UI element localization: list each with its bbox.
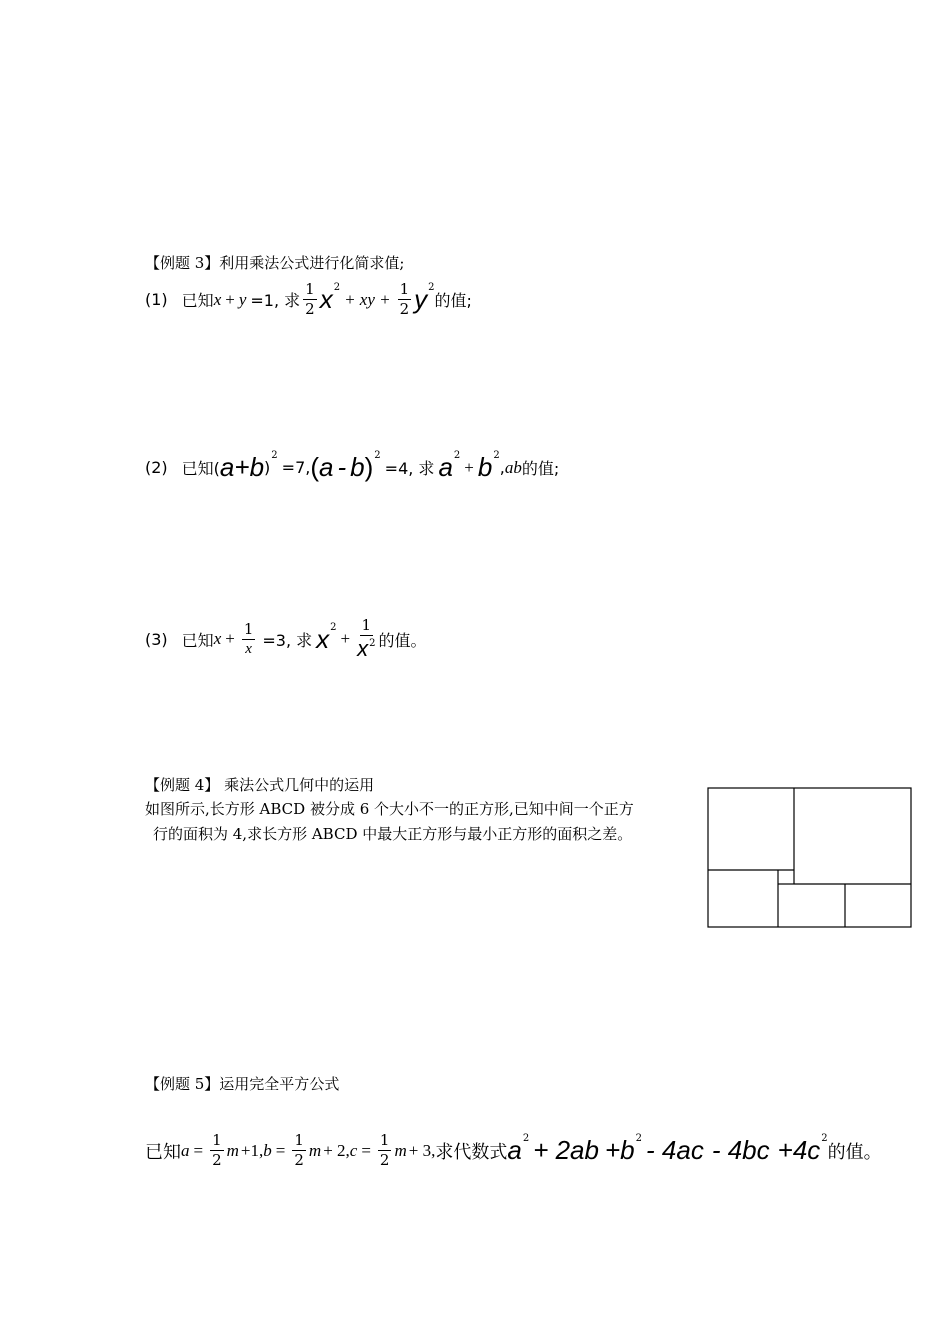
exponent: 2: [522, 1133, 530, 1144]
term: +1,: [240, 1140, 264, 1160]
fraction: [303, 282, 317, 317]
exponent: 2: [821, 1133, 828, 1144]
equals-text: =4, 求: [384, 459, 435, 478]
part-label: (1): [145, 290, 168, 309]
var-ab: ab: [504, 457, 522, 477]
var-y: y: [238, 289, 247, 309]
suffix-text: 的值;: [521, 459, 560, 478]
example-5-heading: 【例题 5】运用完全平方公式: [145, 1075, 340, 1093]
example-3-part-2: [145, 452, 559, 483]
fraction: [292, 1133, 306, 1168]
exponent: 2: [333, 282, 341, 293]
given-text: 已知: [145, 1141, 181, 1163]
term-b: +b: [604, 1135, 635, 1165]
var-a: a: [319, 452, 334, 482]
part-label: (3): [145, 629, 168, 649]
term-4bc: - 4bc: [711, 1135, 770, 1165]
var-b: b: [249, 452, 265, 482]
var-x: x: [213, 629, 222, 648]
fraction: [398, 282, 412, 317]
fraction-numerator: 1: [305, 280, 315, 298]
fraction-denominator: 2: [305, 300, 315, 318]
equals-text: =1, 求: [250, 291, 301, 310]
var-y-large: y: [414, 284, 428, 314]
part-label: (2): [145, 458, 168, 477]
rectangle-squares-diagram: [706, 786, 914, 929]
fraction-numerator: 1: [243, 619, 254, 638]
var-a-large: a: [438, 452, 453, 482]
example-4-line-1: 如图所示,长方形 ABCD 被分成 6 个大小不一的正方形,已知中间一个正方: [145, 800, 634, 818]
given-text: 已知: [181, 630, 214, 650]
fraction-numerator: 1: [361, 616, 372, 634]
comma: ,: [499, 458, 505, 477]
var-x-large: x: [357, 636, 369, 661]
var-a: a: [181, 1140, 190, 1160]
fraction-denominator: 2: [294, 1151, 304, 1169]
fraction-numerator: 1: [294, 1131, 304, 1149]
fraction: [242, 619, 256, 657]
fraction-denominator: 2: [399, 300, 410, 318]
var-a-large: a: [507, 1135, 522, 1165]
fraction-numerator: 1: [399, 280, 410, 298]
term-4c: +4c: [777, 1135, 821, 1165]
fraction: [357, 618, 375, 660]
example-5-formula: [145, 1133, 882, 1168]
outer-rectangle: [708, 788, 911, 927]
suffix-text: 的值。: [378, 630, 427, 650]
fraction-numerator: 1: [379, 1131, 390, 1149]
term: + 3,: [408, 1140, 436, 1160]
var-m: m: [226, 1140, 239, 1160]
plus-sign: +: [234, 452, 250, 482]
fraction: [210, 1133, 224, 1168]
equals-text: =3, 求: [262, 630, 313, 650]
suffix-text: 的值;: [434, 291, 472, 310]
exponent: 2: [493, 450, 500, 461]
var-x-large: x: [319, 284, 333, 314]
open-paren: (: [310, 452, 320, 482]
suffix-text: 的值。: [827, 1141, 882, 1163]
example-3-part-1: [145, 282, 472, 317]
example-3-part-3: [145, 618, 427, 660]
plus-sign: +: [225, 289, 235, 309]
exponent: 2: [428, 282, 435, 293]
equals-sign: =: [275, 1140, 286, 1160]
exponent: 2: [635, 1133, 643, 1144]
equals-sign: =: [193, 1140, 204, 1160]
given-text: 已知(: [181, 459, 220, 478]
var-b-large: b: [477, 452, 493, 482]
find-expression-text: 求代数式: [435, 1141, 508, 1163]
var-x-large: x: [316, 623, 330, 654]
term-2ab: + 2ab: [533, 1135, 599, 1165]
term-4ac: - 4ac: [646, 1135, 704, 1165]
fraction: [378, 1133, 392, 1168]
var-b: b: [263, 1140, 272, 1160]
exponent: 2: [271, 450, 278, 461]
exponent: 2: [374, 450, 381, 461]
close-paren: ): [264, 458, 271, 477]
term: + 2,: [323, 1140, 350, 1160]
var-c: c: [349, 1140, 358, 1160]
fraction-denominator: [357, 636, 375, 660]
var-b: b: [350, 452, 365, 482]
exponent: 2: [369, 638, 376, 649]
plus-sign: +: [225, 629, 235, 648]
example-3-heading: 【例题 3】利用乘法公式进行化简求值;: [145, 254, 405, 272]
var-m: m: [394, 1140, 407, 1160]
equals-text: =7,: [281, 458, 311, 477]
given-text: 已知: [181, 291, 214, 310]
fraction-denominator: 2: [212, 1151, 222, 1169]
var-m: m: [308, 1140, 322, 1160]
var-x: x: [213, 289, 222, 309]
fraction-denominator: 2: [379, 1151, 390, 1169]
middle-terms: + xy +: [344, 289, 391, 309]
plus-sign: +: [464, 457, 474, 477]
fraction-denominator: x: [245, 640, 252, 657]
exponent: 2: [330, 621, 337, 633]
example-4-heading: 【例题 4】 乘法公式几何中的运用: [145, 776, 375, 794]
var-a: a: [219, 452, 235, 482]
equals-sign: =: [361, 1140, 371, 1160]
exponent: 2: [453, 450, 461, 461]
example-4-line-2: 行的面积为 4,求长方形 ABCD 中最大正方形与最小正方形的面积之差。: [153, 825, 633, 843]
plus-sign: +: [340, 629, 351, 648]
fraction-numerator: 1: [212, 1131, 222, 1149]
minus-sign: -: [337, 452, 347, 482]
close-paren: ): [364, 452, 374, 482]
